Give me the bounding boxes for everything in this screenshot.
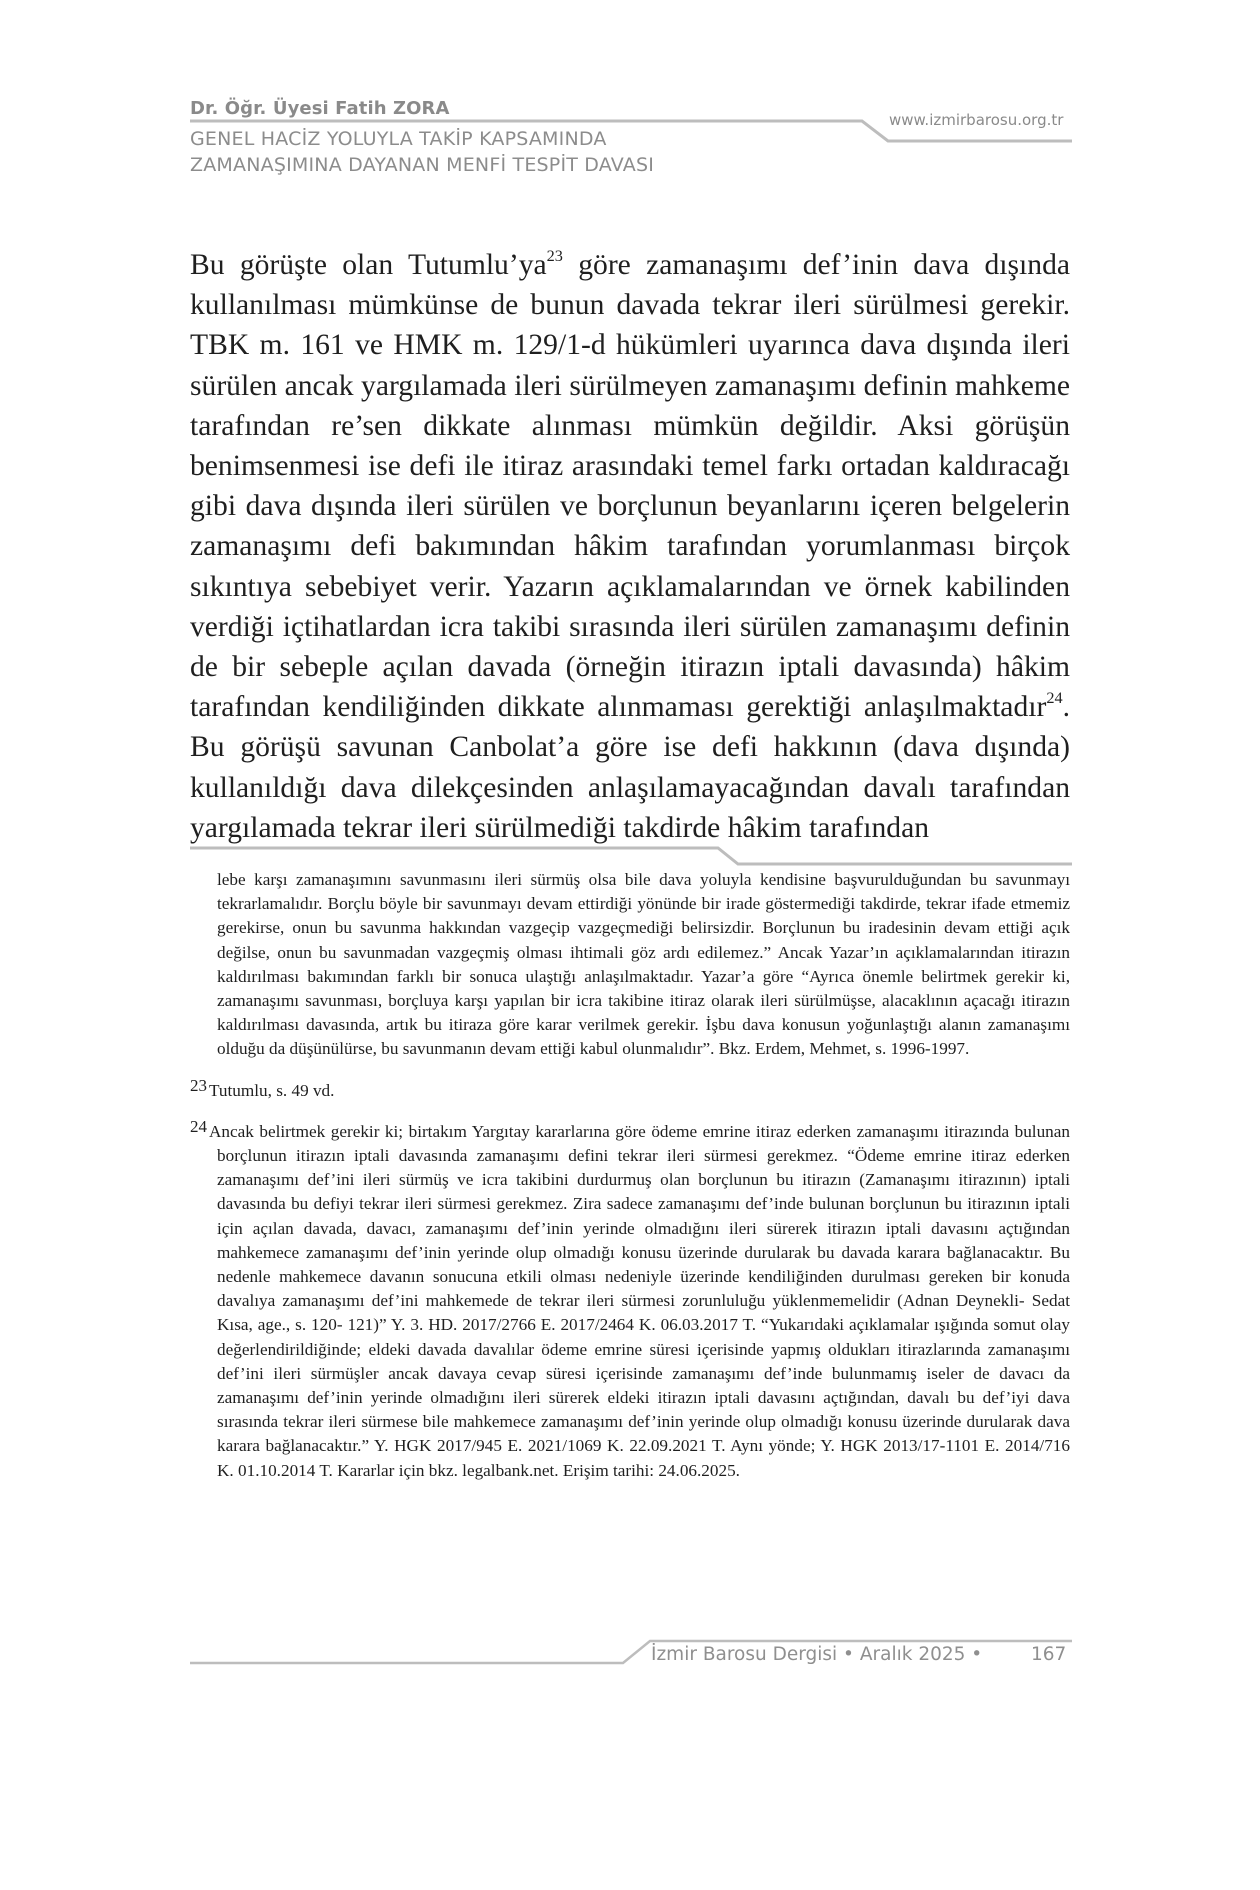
body-segment: . Bu görüşü savunan Canbolat’a göre ise defi hakkının (dava dışında) kullanıldığı dava dilekçesinden anlaşılamayacağından davalı tarafından yargılamada tekrar ileri sürülmediği takdirde hâkim tarafından	[190, 691, 1070, 844]
footnotes-section	[190, 868, 1070, 1483]
footnote-24	[190, 1115, 1070, 1483]
body-paragraph	[190, 245, 1070, 848]
footnote-23	[190, 1074, 1070, 1103]
footnote-number: 23	[190, 1075, 207, 1095]
header-title-line-1: GENEL HACİZ YOLUYLA TAKİP KAPSAMINDA	[190, 128, 607, 150]
footnote-continued: lebe karşı zamanaşımını savunmasını ileri sürmüş olsa bile dava yoluyla kendisine başvurulduğundan bu savunmayı tekrarlamalıdır. Borçlu böyle bir savunmayı devam ettirdiği yönünde bir irade göstermediği takdirde, tekrar ifade etmemiz gerekirse, onun bu savunma hakkından vazgeçip vazgeçmediği belirsizdir. Borçlunun bu iradesinin devam ettiği açık değilse, onun bu savunmadan vazgeçmiş olması ihtimali göz ardı edilemez.” Ancak Yazar’ın açıklamalarından itirazın kaldırılması bakımından farklı bir sonuca ulaştığı anlaşılmaktadır. Yazar’a göre “Ayrıca önemle belirtmek gerekir ki, zamanaşımı savunması, borçluya karşı yapılan bir icra takibine itiraz olarak ileri sürülmüşse, alacaklının açacağı itirazın kaldırılması davasında, artık bu itiraza göre karar verilmek gerekir. İşbu dava konusun yoğunlaştığı alanın zamanaşımı olduğu da düşünülürse, bu savunmanın devam ettiği kabul olunmalıdır”. Bkz. Erdem, Mehmet, s. 1996-1997.	[217, 870, 1070, 1059]
page-number: 167	[1031, 1644, 1067, 1665]
footnote-number: 24	[190, 1116, 207, 1136]
footnote-ref-23[interactable]: 23	[546, 245, 563, 265]
header-rule	[190, 121, 1072, 141]
header-title-line-2: ZAMANAŞIMINA DAYANAN MENFİ TESPİT DAVASI	[190, 154, 655, 176]
body-segment: göre zamanaşımı def’inin dava dışında kullanılması mümkünse de bunun davada tekrar ileri sürülmesi gerekir. TBK m. 161 ve HMK m. 129/1-d hükümleri uyarınca dava dışında ileri sürülen ancak yargılamada ileri sürülmeyen zamanaşımı definin mahkeme tarafından re’sen dikkate alınması mümkün değildir. Aksi görüşün benimsenmesi ise defi ile itiraz arasındaki temel farkı ortadan kaldıracağı gibi dava dışında ileri sürülen ve borçlunun beyanlarını içeren belgelerin zamanaşımı defi bakımından hâkim tarafından yorumlanması birçok sıkıntıya sebebiyet verir. Yazarın açıklamalarından ve örnek kabilinden verdiği içtihatlardan icra takibi sırasında ileri sürülen zamanaşımı definin de bir sebeple açılan davada (örneğin itirazın iptali davasında) hâkim tarafından kendiliğinden dikkate alınmaması gerektiği anlaşılmaktadır	[190, 249, 1070, 724]
footnote-text: Tutumlu, s. 49 vd.	[209, 1080, 335, 1100]
header-website: www.izmirbarosu.org.tr	[889, 111, 1064, 129]
footer-journal-info: İzmir Barosu Dergisi • Aralık 2025 •	[651, 1644, 983, 1665]
footnote-text: Ancak belirtmek gerekir ki; birtakım Yargıtay kararlarına göre ödeme emrine itiraz ederken zamanaşımı itirazında bulunan borçlunun itirazın iptali davasında zamanaşımı defini tekrar ileri sürmesi gerekmez. “Ödeme emrine itiraz ederken zamanaşımı def’ini ileri sürmüş ve icra takibini durdurmuş olan borçlunun bu itirazın (Zamanaşımı itirazının) iptali davasında bu defiyi tekrar ileri sürmesi gerekmez. Zira sadece zamanaşımı def’inde bulunan borçlunun bu itirazının iptali için açılan davada, davacı, zamanaşımı def’inin yerinde olmadığını ileri sürerek itirazın iptali davasını açtığından mahkemece zamanaşımı def’inin yerinde olup olmadığı konusu üzerinde durularak bu davada karara bağlanacaktır. Bu nedenle mahkemece davanın sonucuna etkili olması nedeniyle üzerinde kendiliğinden durulması gereken bir konuda davalıya zamanaşımı def’ini mahkemede de tekrar ileri sürmesi zorunluluğu yüklenmemelidir (Adnan Deynekli- Sedat Kısa, age., s. 120- 121)” Y. 3. HD. 2017/2766 E. 2017/2464 K. 06.03.2017 T. “Yukarıdaki açıklamalar ışığında somut olay değerlendirildiğinde; eldeki davada davalılar ödeme emrine süresi içerisinde yapmış oldukları itirazlarında zamanaşımı def’ini ileri sürmüşler ancak davaya cevap süresi içerisinde zamanaşımı def’inde bulunmamış iseler de davacı da zamanaşımı def’inin yerinde olmadığını ileri sürerek eldeki itirazın iptali davasını açtığından, davalı bu def’iyi dava sırasında tekrar ileri sürmese bile mahkemece zamanaşımı def’inin yerinde olup olmadığı konusu üzerinde durularak dava karara bağlanacaktır.” Y. HGK 2017/945 E. 2021/1069 K. 22.09.2021 T. Aynı yönde; Y. HGK 2013/17-1101 E. 2014/716 K. 01.10.2014 T. Kararlar için bkz. legalbank.net. Erişim tarihi: 24.06.2025.	[209, 1121, 1070, 1480]
header-author: Dr. Öğr. Üyesi Fatih ZORA	[190, 98, 450, 119]
main-body-text	[190, 245, 1070, 848]
footnote-ref-24[interactable]: 24	[1046, 688, 1063, 708]
footnote-separator-rule	[190, 848, 1072, 864]
body-segment: Bu görüşte olan Tutumlu’ya	[190, 249, 547, 281]
